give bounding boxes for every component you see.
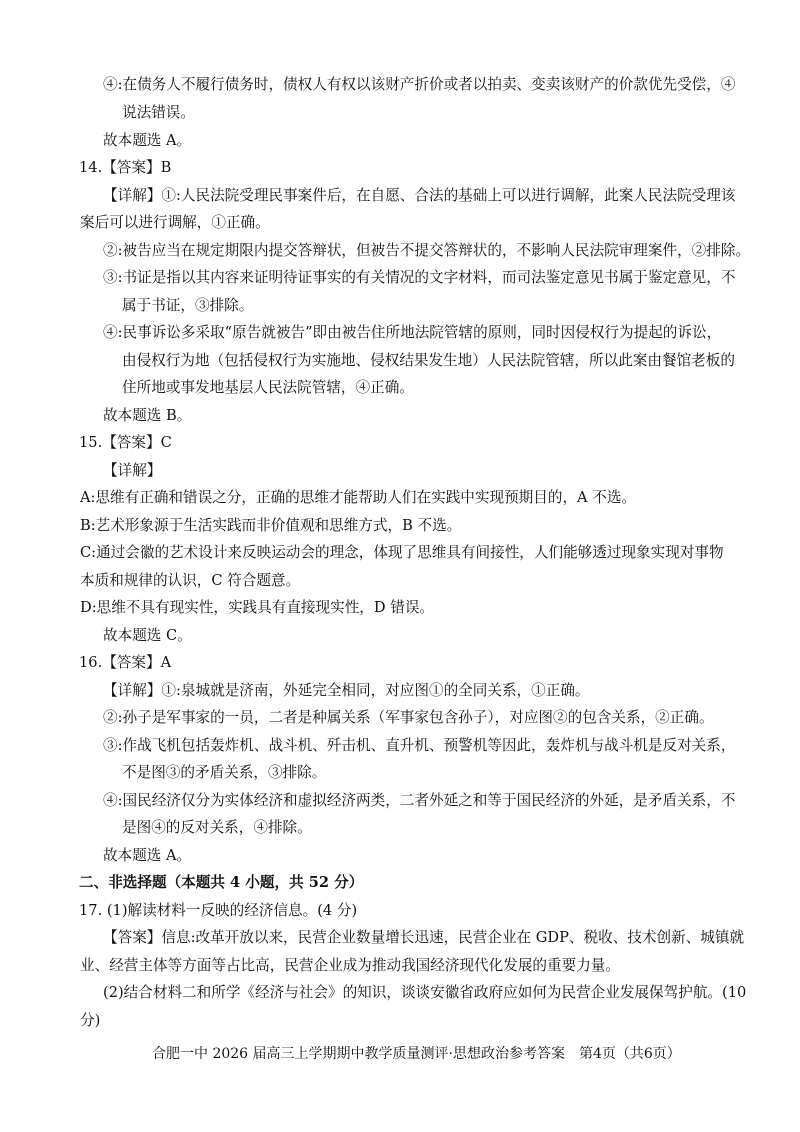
question-heading: 16.【答案】A bbox=[79, 654, 172, 671]
text-line: D:思维不具有现实性，实践具有直接现实性，D 错误。 bbox=[80, 599, 435, 616]
text-line: 业、经营主体等方面等占比高，民营企业成为推动我国经济现代化发展的重要力量。 bbox=[80, 957, 620, 974]
text-line: ②:被告应当在规定期限内提交答辩状，但被告不提交答辩状的，不影响人民法院审理案件，②排除。 bbox=[103, 242, 751, 259]
text-line: 故本题选 B。 bbox=[103, 407, 192, 424]
text-line: B:艺术形象源于生活实践而非价值观和思维方式，B 不选。 bbox=[80, 517, 462, 534]
text-line: ④:国民经济仅分为实体经济和虚拟经济两类，二者外延之和等于国民经济的外延，是矛盾关系，不 bbox=[103, 792, 736, 809]
text-line: 故本题选 C。 bbox=[103, 627, 192, 644]
question-heading: 15.【答案】C bbox=[79, 434, 172, 451]
page-footer: 合肥一中 2026 届高三上学期期中教学质量测评·思想政治参考答案 第4页（共6页） bbox=[152, 1046, 681, 1062]
text-line: ④:民事诉讼多采取“原告就被告”即由被告住所地法院管辖的原则，同时因侵权行为提起的诉讼， bbox=[103, 324, 722, 341]
text-line: C:通过会徽的艺术设计来反映运动会的理念，体现了思维具有间接性，人们能够透过现象实现对事物 bbox=[80, 544, 724, 561]
text-line: 属于书证，③排除。 bbox=[122, 297, 254, 314]
text-line: 本质和规律的认识，C 符合题意。 bbox=[80, 572, 301, 589]
text-line: ③:作战飞机包括轰炸机、战斗机、歼击机、直升机、预警机等因此，轰炸机与战斗机是反对关系， bbox=[103, 737, 736, 754]
text-line: 是图④的反对关系，④排除。 bbox=[122, 819, 312, 836]
text-line: (2)结合材料二和所学《经济与社会》的知识，谈谈安徽省政府应如何为民营企业发展保驾护航。(10 bbox=[103, 984, 747, 1001]
question-heading: 14.【答案】B bbox=[79, 159, 172, 176]
text-line: 不是图③的矛盾关系，③排除。 bbox=[122, 764, 327, 781]
text-line: ③:书证是指以其内容来证明待证事实的有关情况的文字材料，而司法鉴定意见书属于鉴定意见，不 bbox=[103, 269, 736, 286]
text-line: 【答案】信息:改革开放以来，民营企业数量增长迅速，民营企业在 GDP、税收、技术创新、城镇就 bbox=[103, 929, 745, 946]
text-line: 故本题选 A。 bbox=[103, 132, 192, 149]
text-line: 【详解】 bbox=[103, 462, 162, 479]
text-line: 【详解】①:人民法院受理民事案件后，在自愿、合法的基础上可以进行调解，此案人民法院受理该 bbox=[103, 187, 736, 204]
text-line: ④:在债务人不履行债务时，债权人有权以该财产折价或者以拍卖、变卖该财产的价款优先受偿，④ bbox=[103, 76, 736, 93]
text-line: 住所地或事发地基层人民法院管辖，④正确。 bbox=[122, 379, 414, 396]
text-line: 案后可以进行调解，①正确。 bbox=[80, 214, 270, 231]
text-line: 【详解】①:泉城就是济南，外延完全相同，对应图①的全同关系，①正确。 bbox=[103, 682, 590, 699]
text-line: 故本题选 A。 bbox=[103, 847, 192, 864]
question-heading: 17. (1)解读材料一反映的经济信息。(4 分) bbox=[79, 902, 358, 919]
text-line: ②:孙子是军事家的一员，二者是种属关系（军事家包含孙子），对应图②的包含关系，②正确。 bbox=[103, 709, 714, 726]
text-line: A:思维有正确和错误之分，正确的思维才能帮助人们在实践中实现预期目的，A 不选。 bbox=[80, 489, 637, 506]
text-line: 说法错误。 bbox=[122, 104, 195, 121]
section-heading: 二、非选择题（本题共 4 小题，共 52 分） bbox=[79, 874, 364, 891]
text-line: 分) bbox=[80, 1012, 101, 1029]
text-line: 由侵权行为地（包括侵权行为实施地、侵权结果发生地）人民法院管辖，所以此案由餐馆老板的 bbox=[122, 352, 735, 369]
